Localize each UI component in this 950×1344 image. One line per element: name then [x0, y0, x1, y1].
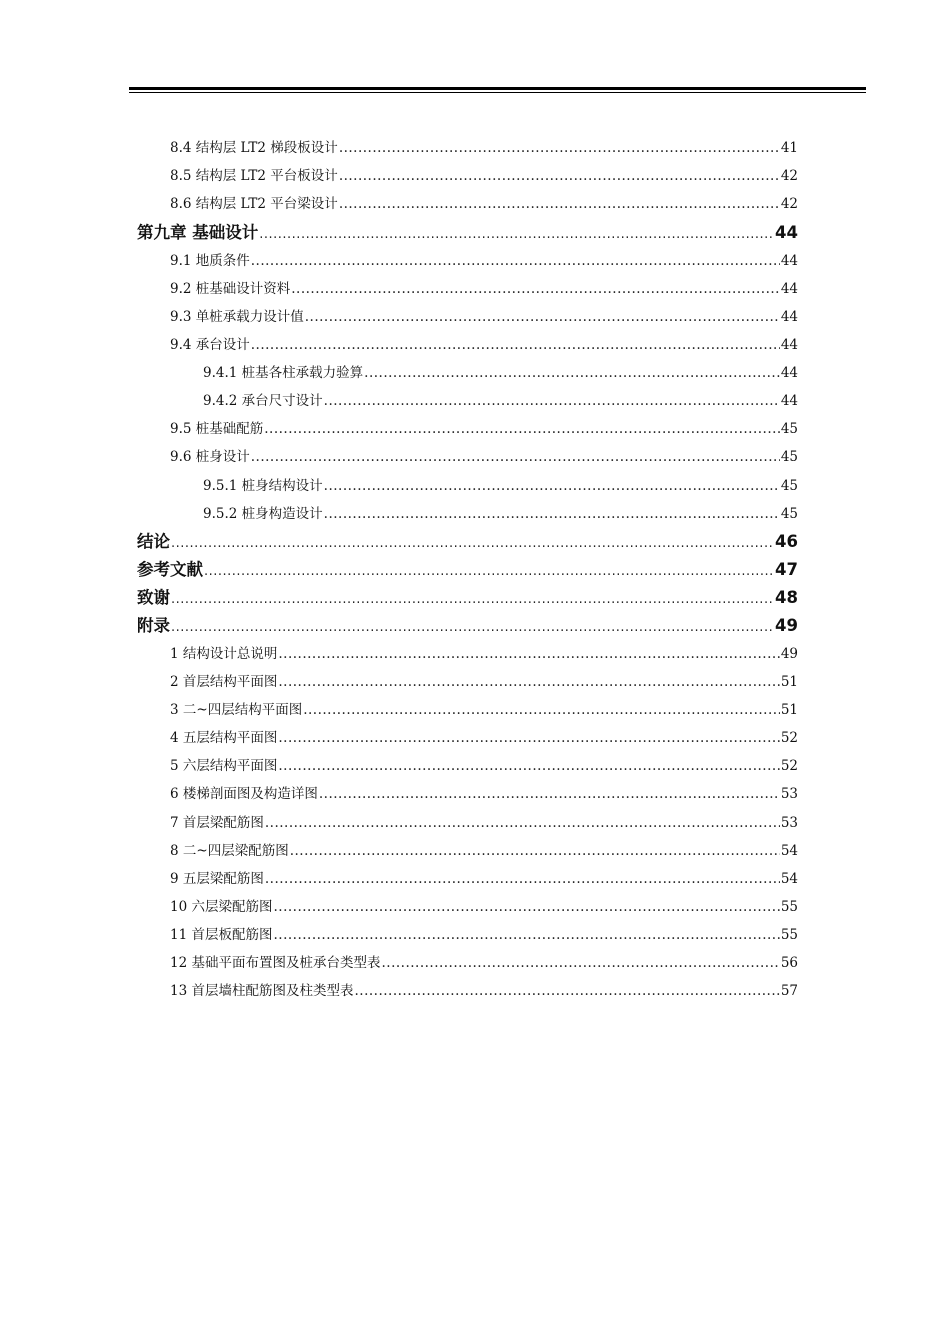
dot-leader	[251, 444, 780, 470]
toc-entry-9-5-2[interactable]	[203, 501, 798, 527]
toc-entry-page: 54	[780, 871, 798, 887]
toc-entry-appendix[interactable]	[137, 613, 798, 639]
toc-entry-title: 3 二~四层结构平面图	[170, 702, 303, 718]
dot-leader	[324, 501, 780, 527]
toc-entry-appendix-4[interactable]	[170, 725, 798, 751]
toc-entry-title: 5 六层结构平面图	[170, 758, 278, 774]
toc-entry-page: 49	[780, 646, 798, 662]
toc-entry-page: 49	[775, 616, 798, 635]
dot-leader	[278, 641, 779, 667]
dot-leader	[354, 978, 779, 1004]
toc-entry-appendix-13[interactable]	[170, 978, 798, 1004]
toc-entry-9-4[interactable]	[170, 332, 798, 358]
toc-entry-title: 9.1 地质条件	[170, 253, 250, 269]
toc-entry-title: 9 五层梁配筋图	[170, 871, 264, 887]
toc-entry-page: 54	[780, 843, 798, 859]
toc-entry-title: 9.4.2 承台尺寸设计	[203, 393, 323, 409]
toc-entry-page: 48	[775, 588, 798, 607]
toc-entry-page: 45	[780, 478, 798, 494]
dot-leader	[324, 388, 780, 414]
toc-entry-title: 9.5 桩基础配筋	[170, 421, 264, 437]
toc-entry-page: 52	[780, 758, 798, 774]
toc-entry-title: 9.4.1 桩基各柱承载力验算	[203, 365, 364, 381]
toc-entry-page: 44	[780, 365, 798, 381]
dot-leader	[364, 360, 780, 386]
dot-leader	[259, 222, 774, 248]
toc-entry-title: 9.5.1 桩身结构设计	[203, 478, 323, 494]
toc-entry-page: 53	[780, 786, 798, 802]
dot-leader	[265, 810, 780, 836]
toc-entry-title: 9.3 单桩承载力设计值	[170, 309, 304, 325]
toc-entry-appendix-1[interactable]	[170, 641, 798, 667]
toc-entry-8-4[interactable]	[170, 135, 798, 161]
toc-entry-page: 55	[780, 899, 798, 915]
toc-entry-9-4-2[interactable]	[203, 388, 798, 414]
toc-entry-page: 44	[780, 393, 798, 409]
toc-entry-page: 44	[780, 253, 798, 269]
toc-entry-conclusion[interactable]	[137, 529, 798, 555]
dot-leader	[251, 248, 780, 274]
dot-leader	[171, 531, 774, 557]
toc-entry-9-3[interactable]	[170, 304, 798, 330]
dot-leader	[278, 725, 779, 751]
toc-entry-title: 参考文献	[137, 560, 203, 579]
toc-entry-title: 8.4 结构层 LT2 梯段板设计	[170, 140, 338, 156]
toc-entry-title: 2 首层结构平面图	[170, 674, 278, 690]
dot-leader	[339, 135, 780, 161]
toc-entry-appendix-7[interactable]	[170, 810, 798, 836]
toc-entry-title: 附录	[137, 616, 170, 635]
toc-entry-appendix-6[interactable]	[170, 781, 798, 807]
toc-entry-page: 51	[780, 702, 798, 718]
toc-entry-page: 51	[780, 674, 798, 690]
dot-leader	[339, 163, 780, 189]
toc-entry-appendix-12[interactable]	[170, 950, 798, 976]
dot-leader	[291, 276, 780, 302]
toc-entry-title: 4 五层结构平面图	[170, 730, 278, 746]
toc-entry-title: 8.6 结构层 LT2 平台梁设计	[170, 196, 338, 212]
dot-leader	[381, 950, 779, 976]
dot-leader	[324, 473, 780, 499]
dot-leader	[171, 587, 774, 613]
toc-entry-page: 44	[780, 337, 798, 353]
dot-leader	[171, 615, 774, 641]
toc-entry-page: 53	[780, 815, 798, 831]
toc-entry-title: 1 结构设计总说明	[170, 646, 278, 662]
dot-leader	[273, 894, 779, 920]
toc-entry-chapter-9[interactable]	[137, 220, 798, 246]
dot-leader	[305, 304, 780, 330]
toc-entry-title: 9.5.2 桩身构造设计	[203, 506, 323, 522]
dot-leader	[273, 922, 779, 948]
toc-entry-title: 9.4 承台设计	[170, 337, 250, 353]
toc-entry-page: 42	[780, 168, 798, 184]
dot-leader	[278, 669, 779, 695]
toc-entry-9-5[interactable]	[170, 416, 798, 442]
toc-entry-appendix-5[interactable]	[170, 753, 798, 779]
toc-entry-title: 6 楼梯剖面图及构造详图	[170, 786, 318, 802]
header-rule	[129, 87, 866, 93]
toc-entry-title: 12 基础平面布置图及桩承台类型表	[170, 955, 381, 971]
toc-entry-page: 45	[780, 421, 798, 437]
toc-entry-page: 44	[780, 281, 798, 297]
dot-leader	[303, 697, 780, 723]
toc-entry-8-5[interactable]	[170, 163, 798, 189]
toc-entry-title: 10 六层梁配筋图	[170, 899, 273, 915]
toc-entry-title: 致谢	[137, 588, 170, 607]
toc-entry-title: 8.5 结构层 LT2 平台板设计	[170, 168, 338, 184]
toc-entry-title: 11 首层板配筋图	[170, 927, 273, 943]
toc-entry-9-6[interactable]	[170, 444, 798, 470]
toc-entry-title: 9.2 桩基础设计资料	[170, 281, 291, 297]
toc-entry-acknowledgements[interactable]	[137, 585, 798, 611]
toc-entry-page: 45	[780, 506, 798, 522]
toc-entry-9-4-1[interactable]	[203, 360, 798, 386]
toc-entry-appendix-8[interactable]	[170, 838, 798, 864]
dot-leader	[339, 191, 780, 217]
dot-leader	[251, 332, 780, 358]
toc-entry-title: 13 首层墙柱配筋图及柱类型表	[170, 983, 354, 999]
dot-leader	[290, 838, 780, 864]
toc-entry-page: 44	[780, 309, 798, 325]
dot-leader	[264, 416, 780, 442]
toc-entry-appendix-10[interactable]	[170, 894, 798, 920]
toc-entry-9-5-1[interactable]	[203, 473, 798, 499]
toc-entry-appendix-3[interactable]	[170, 697, 798, 723]
toc-entry-references[interactable]	[137, 557, 798, 583]
toc-entry-8-6[interactable]	[170, 191, 798, 217]
toc-entry-9-2[interactable]	[170, 276, 798, 302]
toc-entry-page: 44	[775, 223, 798, 242]
toc-entry-page: 42	[780, 196, 798, 212]
toc-entry-appendix-9[interactable]	[170, 866, 798, 892]
toc-entry-page: 52	[780, 730, 798, 746]
toc-entry-page: 47	[775, 560, 798, 579]
toc-entry-title: 第九章 基础设计	[137, 223, 259, 242]
toc-entry-page: 55	[780, 927, 798, 943]
toc-entry-page: 41	[780, 140, 798, 156]
toc-entry-title: 9.6 桩身设计	[170, 449, 250, 465]
toc-entry-title: 结论	[137, 532, 170, 551]
toc-entry-appendix-2[interactable]	[170, 669, 798, 695]
toc-entry-page: 45	[780, 449, 798, 465]
dot-leader	[204, 559, 774, 585]
toc-entry-page: 56	[780, 955, 798, 971]
toc-entry-page: 57	[780, 983, 798, 999]
dot-leader	[265, 866, 780, 892]
toc-entry-appendix-11[interactable]	[170, 922, 798, 948]
dot-leader	[319, 781, 780, 807]
toc-entry-9-1[interactable]	[170, 248, 798, 274]
toc-entry-title: 7 首层梁配筋图	[170, 815, 264, 831]
dot-leader	[278, 753, 779, 779]
toc-entry-page: 46	[775, 532, 798, 551]
toc-entry-title: 8 二~四层梁配筋图	[170, 843, 289, 859]
